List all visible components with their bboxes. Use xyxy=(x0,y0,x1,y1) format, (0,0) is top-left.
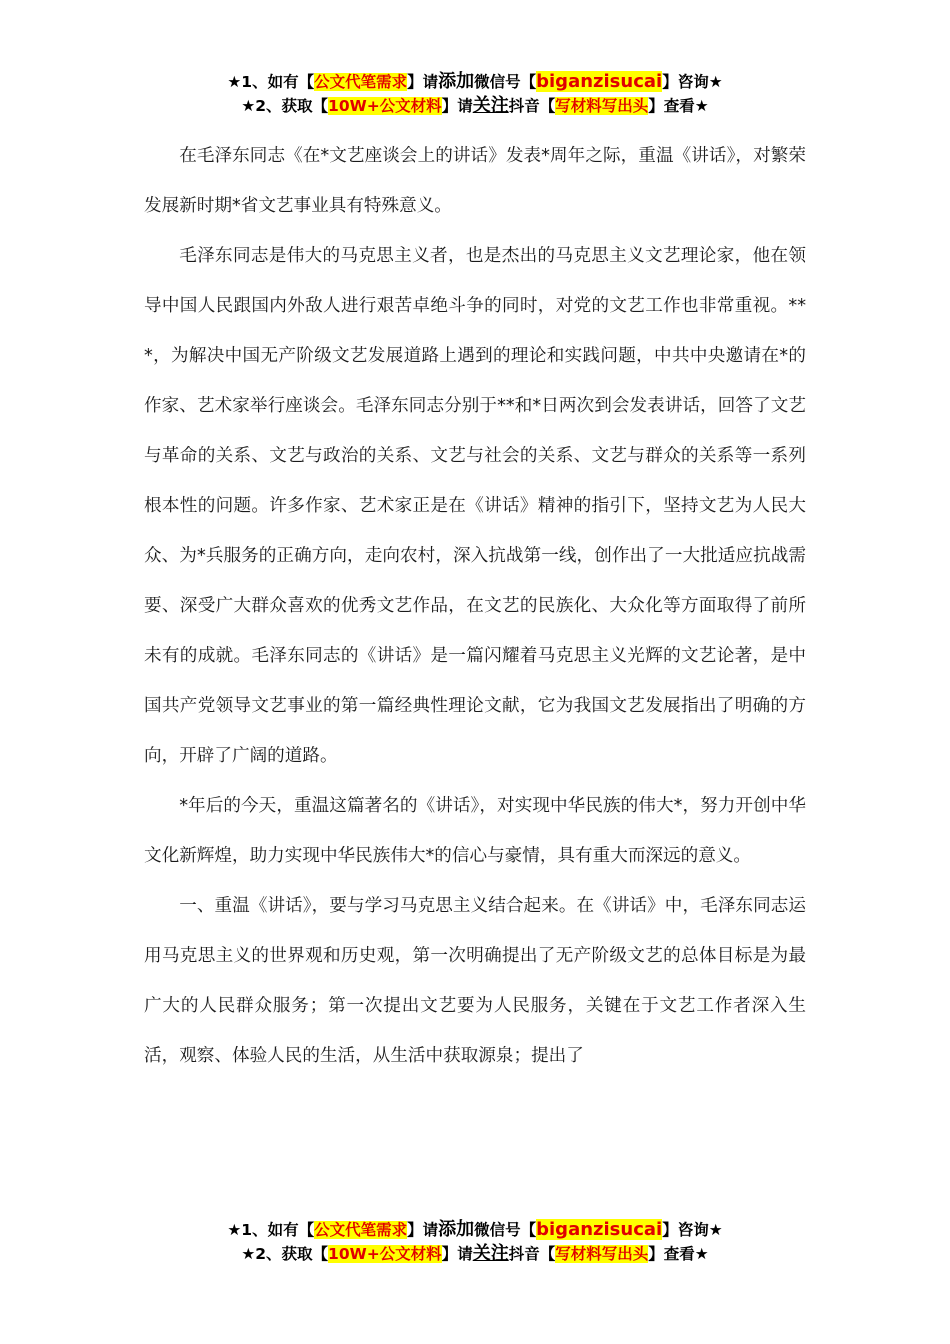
document-body xyxy=(144,131,806,1081)
paragraph: 一、重温《讲话》，要与学习马克思主义结合起来。在《讲话》中，毛泽东同志运用马克思主义的世界观和历史观，第一次明确提出了无产阶级文艺的总体目标是为最广大的人民群众服务；第一次提出文艺要为人民服务，关键在于文艺工作者深入生活，观察、体验人民的生活，从生活中获取源泉；提出了 xyxy=(144,896,806,1066)
paragraph: *年后的今天，重温这篇著名的《讲话》，对实现中华民族的伟大*，努力开创中华文化新辉煌，助力实现中华民族伟大*的信心与豪情，具有重大而深远的意义。 xyxy=(144,796,806,866)
banner-text: 抖音【 xyxy=(508,97,556,115)
banner-text: ★2、获取【 xyxy=(241,1245,329,1263)
banner-text: 】请 xyxy=(407,73,439,91)
banner-text: 】请 xyxy=(441,1245,473,1263)
banner-text: ★1、如有【 xyxy=(227,1221,315,1239)
banner-highlight: 10W+公文材料 xyxy=(328,1245,442,1263)
banner-emphasis: 添加 xyxy=(438,1219,475,1240)
banner-text: 微信号【 xyxy=(474,1221,537,1239)
banner-text: 】查看★ xyxy=(648,1245,709,1263)
footer-banner xyxy=(0,1218,950,1266)
banner-douyin-id: 写材料写出头 xyxy=(555,97,649,115)
banner-text: 】请 xyxy=(441,97,473,115)
banner-wechat-id: biganzisucai xyxy=(536,71,663,92)
paragraph: 毛泽东同志是伟大的马克思主义者，也是杰出的马克思主义文艺理论家，他在领导中国人民跟国内外敌人进行艰苦卓绝斗争的同时，对党的文艺工作也非常重视。***，为解决中国无产阶级文艺发展道路上遇到的理论和实践问题，中共中央邀请在*的作家、艺术家举行座谈会。毛泽东同志分别于**和*日两次到会发表讲话，回答了文艺与革命的关系、文艺与政治的关系、文艺与社会的关系、文艺与群众的关系等一系列根本性的问题。许多作家、艺术家正是在《讲话》精神的指引下，坚持文艺为人民大众、为*兵服务的正确方向，走向农村，深入抗战第一线，创作出了一大批适应抗战需要、深受广大群众喜欢的优秀文艺作品，在文艺的民族化、大众化等方面取得了前所未有的成就。毛泽东同志的《讲话》是一篇闪耀着马克思主义光辉的文艺论著，是中国共产党领导文艺事业的第一篇经典性理论文献，它为我国文艺发展指出了明确的方向，开辟了广阔的道路。 xyxy=(144,246,806,766)
banner-text: 】请 xyxy=(407,1221,439,1239)
banner-line-1 xyxy=(0,70,950,94)
banner-wechat-id: biganzisucai xyxy=(536,1219,663,1240)
banner-line-1 xyxy=(0,1218,950,1242)
banner-emphasis: 关注 xyxy=(472,1243,509,1264)
paragraph: 在毛泽东同志《在*文艺座谈会上的讲话》发表*周年之际，重温《讲话》，对繁荣发展新时期*省文艺事业具有特殊意义。 xyxy=(144,146,806,216)
banner-text: 】查看★ xyxy=(648,97,709,115)
banner-emphasis: 添加 xyxy=(438,71,475,92)
banner-text: ★1、如有【 xyxy=(227,73,315,91)
banner-text: 微信号【 xyxy=(474,73,537,91)
banner-douyin-id: 写材料写出头 xyxy=(555,1245,649,1263)
banner-line-2 xyxy=(0,94,950,118)
header-banner xyxy=(0,70,950,118)
banner-emphasis: 关注 xyxy=(472,95,509,116)
banner-text: 】咨询★ xyxy=(662,1221,723,1239)
banner-highlight: 10W+公文材料 xyxy=(328,97,442,115)
banner-text: 】咨询★ xyxy=(662,73,723,91)
banner-text: ★2、获取【 xyxy=(241,97,329,115)
banner-text: 抖音【 xyxy=(508,1245,556,1263)
banner-highlight: 公文代笔需求 xyxy=(314,1221,408,1239)
banner-highlight: 公文代笔需求 xyxy=(314,73,408,91)
banner-line-2 xyxy=(0,1242,950,1266)
